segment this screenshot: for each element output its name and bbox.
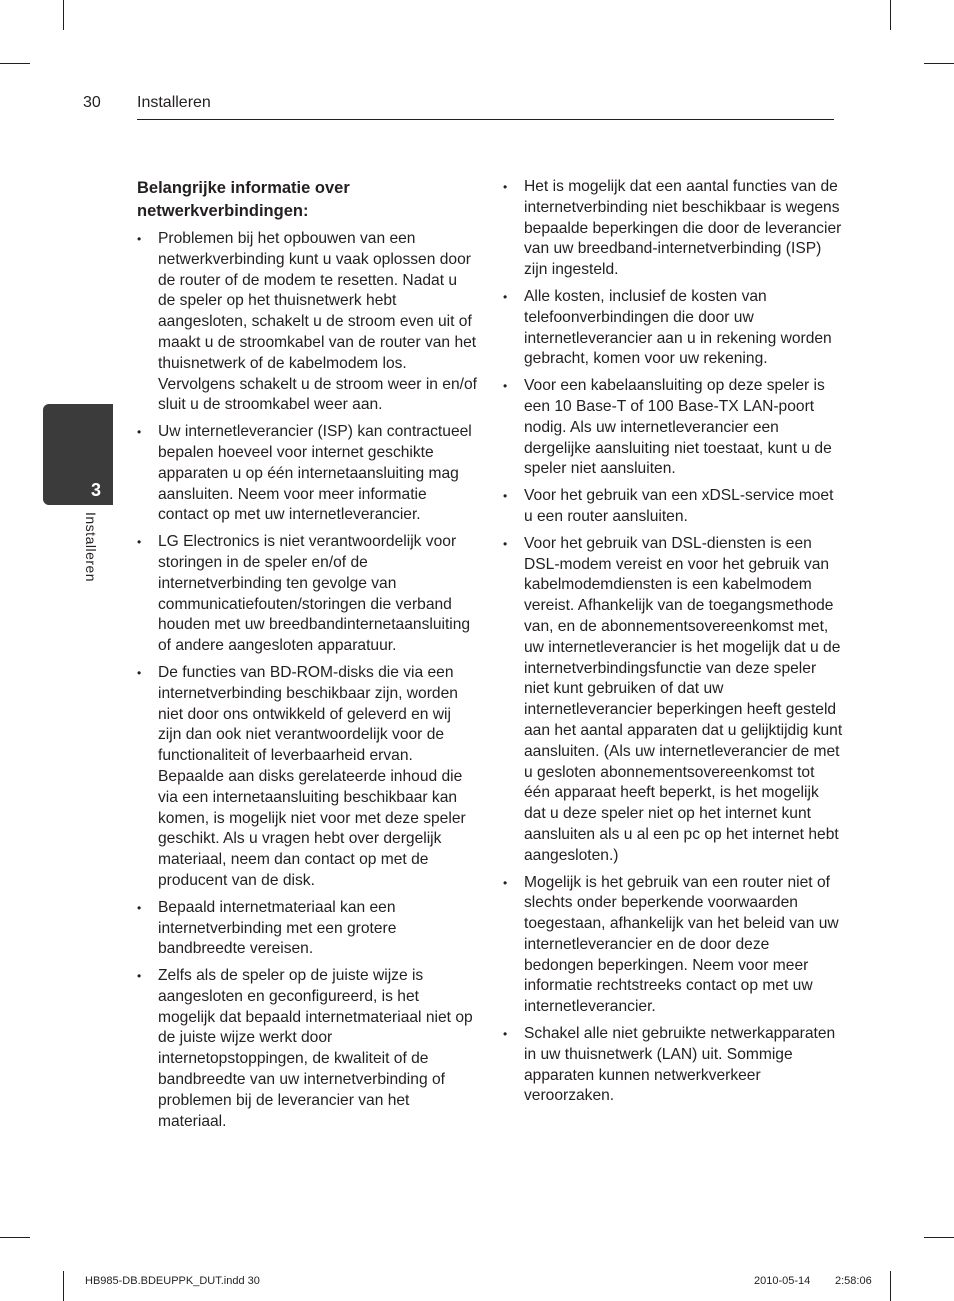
list-item: • Voor het gebruik van DSL-diensten is een DSL-modem vereist en voor het gebruik van kabelmodemdiensten is een kabelmodem vereist. Afhankelijk van de toegangsmethode van, en de abonnementsovereenkomst met, uw internetleverancier is het mogelijk dat u de internetverbindingsfunctie van deze speler niet kunt gebruiken of dat uw internetleverancier beperkingen heeft gesteld aan het aantal apparaten dat u gelijktijdig kunt aansluiten. (Als uw internetleverancier de met u gesloten abonnementsovereenkomst tot één apparaat heeft beperkt, is het mogelijk dat u deze speler niet op het internet kunt aansluiten als u al een pc op het internet hebt aangesloten.) [503, 534, 843, 867]
list-item: • Bepaald internetmateriaal kan een internetverbinding met een grotere bandbreedte vereisen. [137, 898, 477, 960]
list-item: • Uw internetleverancier (ISP) kan contractueel bepalen hoeveel voor internet geschikte apparaten u op één internetaansluiting mag aansluiten. Neem voor meer informatie contact op met uw internetleverancier. [137, 422, 477, 526]
footer-time: 2:58:06 [835, 1275, 872, 1287]
list-item: • De functies van BD-ROM-disks die via een internetverbinding beschikbaar zijn, worden niet door ons ontwikkeld of geleverd en wij zijn dan ook niet verantwoordelijk voor de functionaliteit of leverbaarheid ervan. Bepaalde aan disks gerelateerde inhoud die via een internetaansluiting beschikbaar kan komen, is mogelijk niet voor met deze speler geschikt. Als u vragen hebt over dergelijk materiaal, neem dan contact op met de producent van de disk. [137, 663, 477, 892]
header-divider [137, 119, 834, 120]
crop-mark-top-left-h [0, 63, 30, 64]
crop-mark-top-right-v [890, 0, 891, 30]
crop-mark-top-right-h [924, 63, 954, 64]
left-column [137, 177, 477, 1138]
list-item: • Zelfs als de speler op de juiste wijze is aangesloten en geconfigureerd, is het mogelijk dat bepaald internetmateriaal niet op de juiste wijze werkt door internetopstoppingen, de kwaliteit of de bandbreedte van uw internetverbinding of problemen bij de leverancier van het materiaal. [137, 966, 477, 1132]
footer-filename: HB985-DB.BDEUPPK_DUT.indd 30 [85, 1275, 260, 1287]
list-item: • Alle kosten, inclusief de kosten van telefoonverbindingen die door uw internetleverancier aan u in rekening worden gebracht, komen voor uw rekening. [503, 287, 843, 370]
right-column [503, 177, 843, 1113]
chapter-label: Installeren [83, 512, 99, 583]
left-bullet-list [137, 229, 477, 1132]
list-item: • Voor een kabelaansluiting op deze speler is een 10 Base-T of 100 Base-TX LAN-poort nodig. Als uw internetleverancier een dergelijke aansluiting niet toestaat, kunt u de speler niet aansluiten. [503, 376, 843, 480]
crop-mark-top-left-v [63, 0, 64, 30]
right-bullet-list [503, 177, 843, 1107]
chapter-number: 3 [90, 480, 101, 500]
section-heading: Belangrijke informatie over netwerkverbindingen: [137, 179, 350, 220]
list-item: • LG Electronics is niet verantwoordelijk voor storingen in de speler en/of de internetverbinding ten gevolge van communicatiefouten/storingen die verband houden met uw breedbandinternetaansluiting of andere aangesloten apparatuur. [137, 532, 477, 657]
list-item: • Problemen bij het opbouwen van een netwerkverbinding kunt u vaak oplossen door de router of de modem te resetten. Nadat u de speler op het thuisnetwerk hebt aangesloten, schakelt u de stroom even uit of maakt u de stroomkabel van de router van het thuisnetwerk of de kabelmodem los. Vervolgens schakelt u de stroom weer in en/of sluit u de stroomkabel weer aan. [137, 229, 477, 416]
list-item: • Voor het gebruik van een xDSL-service moet u een router aansluiten. [503, 486, 843, 528]
crop-mark-bottom-left-v [63, 1271, 64, 1301]
chapter-tab [43, 404, 113, 505]
crop-mark-bottom-left-h [0, 1237, 30, 1238]
crop-mark-bottom-right-h [924, 1237, 954, 1238]
list-item: • Mogelijk is het gebruik van een router niet of slechts onder beperkende voorwaarden toegestaan, afhankelijk van het beleid van uw internetleverancier en de door deze bedongen beperkingen. Neem voor meer informatie rechtstreeks contact op met uw internetleverancier. [503, 873, 843, 1019]
list-item: • Het is mogelijk dat een aantal functies van de internetverbinding niet beschikbaar is wegens bepaalde beperkingen die door de leverancier van uw breedband-internetverbinding (ISP) zijn ingesteld. [503, 177, 843, 281]
list-item: • Schakel alle niet gebruikte netwerkapparaten in uw thuisnetwerk (LAN) uit. Sommige apparaten kunnen netwerkverkeer veroorzaken. [503, 1024, 843, 1107]
footer-date: 2010-05-14 [754, 1275, 811, 1287]
crop-mark-bottom-right-v [890, 1271, 891, 1301]
page-number: 30 [83, 94, 101, 111]
section-title: Installeren [137, 94, 211, 111]
